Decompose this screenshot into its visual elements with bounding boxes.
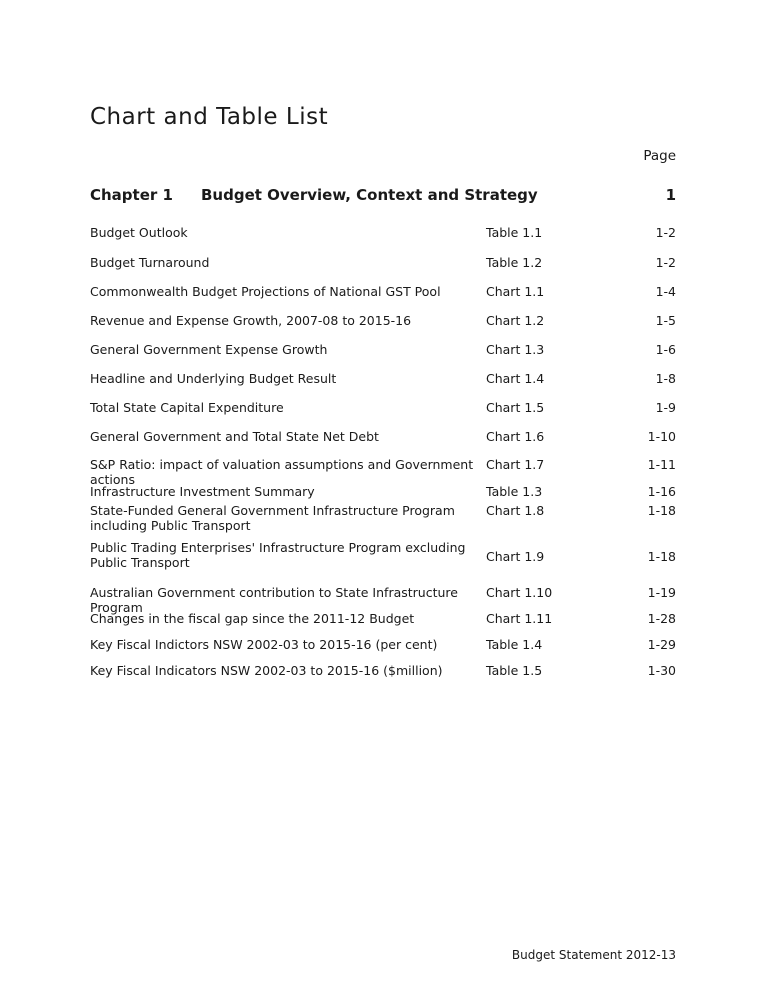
entry-ref: Chart 1.6 — [486, 429, 545, 444]
chapter-number: Chapter 1 — [90, 186, 173, 204]
entry-page: 1-10 — [647, 429, 676, 444]
entry-page: 1-16 — [647, 484, 676, 499]
entry-ref: Chart 1.2 — [486, 313, 545, 328]
entry-title: Changes in the fiscal gap since the 2011-12 Budget — [90, 611, 415, 626]
entry-title: General Government Expense Growth — [90, 342, 328, 357]
entry-title: State-Funded General Government Infrastructure Program including Public Transport — [90, 503, 455, 533]
entry-ref: Chart 1.8 — [486, 503, 545, 518]
entry-title: Key Fiscal Indictors NSW 2002-03 to 2015-16 (per cent) — [90, 637, 438, 652]
entry-title: Public Trading Enterprises' Infrastructure Program excluding Public Transport — [90, 540, 466, 570]
entry-title: Budget Turnaround — [90, 255, 210, 270]
entry-ref: Chart 1.1 — [486, 284, 545, 299]
entry-page: 1-11 — [647, 457, 676, 472]
entry-title: Revenue and Expense Growth, 2007-08 to 2015-16 — [90, 313, 412, 328]
entry-page: 1-8 — [655, 371, 676, 386]
entry-ref: Chart 1.7 — [486, 457, 545, 472]
entry-page: 1-18 — [647, 549, 676, 564]
chapter-heading[interactable] — [90, 186, 676, 206]
entry-ref: Table 1.2 — [486, 255, 543, 270]
entry-ref: Chart 1.10 — [486, 585, 553, 600]
entry-page: 1-2 — [655, 255, 676, 270]
page-column-header: Page — [643, 148, 676, 164]
entry-ref: Table 1.4 — [486, 637, 543, 652]
entry-title: S&P Ratio: impact of valuation assumptions and Government actions — [90, 457, 474, 487]
entry-title: Infrastructure Investment Summary — [90, 484, 315, 499]
entry-ref: Table 1.1 — [486, 225, 543, 240]
entry-page: 1-9 — [655, 400, 676, 415]
entry-title: Australian Government contribution to State Infrastructure Program — [90, 585, 458, 615]
entry-ref: Chart 1.5 — [486, 400, 545, 415]
entry-ref: Chart 1.9 — [486, 549, 545, 564]
page-title: Chart and Table List — [90, 104, 329, 130]
entry-title: Commonwealth Budget Projections of National GST Pool — [90, 284, 441, 299]
entry-page: 1-30 — [647, 663, 676, 678]
entry-page: 1-4 — [655, 284, 676, 299]
entry-page: 1-28 — [647, 611, 676, 626]
entry-ref: Table 1.3 — [486, 484, 543, 499]
entry-ref: Chart 1.11 — [486, 611, 553, 626]
entry-title: Total State Capital Expenditure — [90, 400, 284, 415]
entry-page: 1-5 — [655, 313, 676, 328]
entry-page: 1-6 — [655, 342, 676, 357]
entry-ref: Chart 1.3 — [486, 342, 545, 357]
entry-page: 1-2 — [655, 225, 676, 240]
entry-ref: Chart 1.4 — [486, 371, 545, 386]
entry-ref: Table 1.5 — [486, 663, 543, 678]
entry-title: Key Fiscal Indicators NSW 2002-03 to 2015-16 ($million) — [90, 663, 443, 678]
chapter-title: Budget Overview, Context and Strategy — [201, 186, 538, 204]
entry-title: Budget Outlook — [90, 225, 188, 240]
entry-page: 1-29 — [647, 637, 676, 652]
entry-page: 1-19 — [647, 585, 676, 600]
chapter-page: 1 — [665, 186, 676, 204]
page-footer: Budget Statement 2012-13 — [511, 948, 676, 962]
entry-title: Headline and Underlying Budget Result — [90, 371, 337, 386]
entry-page: 1-18 — [647, 503, 676, 518]
entry-title: General Government and Total State Net Debt — [90, 429, 379, 444]
